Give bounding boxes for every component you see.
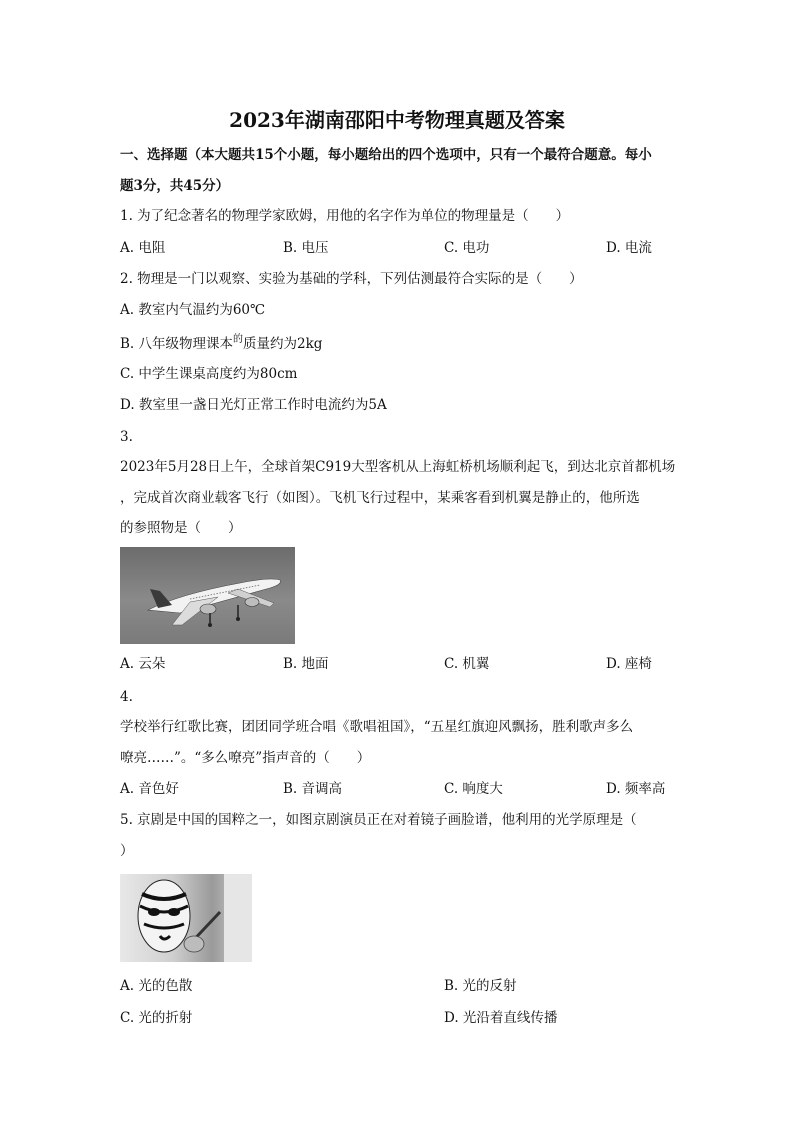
q1-stem: 1. 为了纪念著名的物理学家欧姆，用他的名字作为单位的物理量是（ ） [120, 208, 570, 224]
q4-number: 4. [120, 689, 133, 705]
opera-mask-photo [120, 874, 252, 962]
q4-option-a: A. 音色好 [120, 781, 179, 797]
q2-option-a: A. 教室内气温约为60℃ [120, 302, 266, 318]
q3-option-a: A. 云朵 [120, 656, 166, 672]
q5-line1: 5. 京剧是中国的国粹之一，如图京剧演员正在对着镜子画脸谱，他利用的光学原理是（ [120, 812, 637, 828]
airplane-photo [120, 547, 295, 644]
q3-option-d: D. 座椅 [606, 656, 652, 672]
q3-option-b: B. 地面 [283, 656, 329, 672]
q2-stem: 2. 物理是一门以观察、实验为基础的学科，下列估测最符合实际的是（ ） [120, 271, 583, 287]
q3-line3: 的参照物是（ ） [120, 520, 242, 536]
q1-option-b: B. 电压 [283, 240, 329, 256]
q3-number: 3. [120, 429, 133, 445]
q5-option-d: D. 光沿着直线传播 [444, 1010, 558, 1026]
q2-option-b-pre: B. 八年级物理课本 [120, 336, 234, 352]
q2-option-d: D. 教室里一盏日光灯正常工作时电流约为5A [120, 397, 387, 413]
airplane-illustration [120, 547, 295, 644]
q4-line1: 学校举行红歌比赛，团团同学班合唱《歌唱祖国》，“五星红旗迎风飘扬，胜利歌声多么 [120, 719, 634, 735]
section-heading-line1: 一、选择题（本大题共15个小题，每小题给出的四个选项中，只有一个最符合题意。每小 [120, 147, 652, 163]
q3-option-c: C. 机翼 [444, 656, 490, 672]
q5-option-c: C. 光的折射 [120, 1010, 193, 1026]
opera-mask-illustration [120, 874, 252, 962]
q2-option-b [120, 335, 322, 355]
q2-option-c: C. 中学生课桌高度约为80cm [120, 366, 298, 382]
q5-option-a: A. 光的色散 [120, 978, 193, 994]
q4-line2: 嘹亮……”。“多么嘹亮”指声音的（ ） [120, 750, 371, 766]
q3-line2: ，完成首次商业载客飞行（如图）。飞机飞行过程中，某乘客看到机翼是静止的，他所选 [120, 490, 640, 506]
q5-option-b: B. 光的反射 [444, 978, 517, 994]
q3-line1: 2023年5月28日上午，全球首架C919大型客机从上海虹桥机场顺利起飞，到达北京首都机场 [120, 459, 676, 475]
q1-option-a: A. 电阻 [120, 240, 166, 256]
q1-option-d: D. 电流 [606, 240, 652, 256]
q5-line2: ） [120, 843, 134, 859]
page-title: 2023年湖南邵阳中考物理真题及答案 [229, 108, 565, 132]
q2-option-b-sup: 的 [233, 334, 244, 345]
q1-option-c: C. 电功 [444, 240, 490, 256]
q4-option-d: D. 频率高 [606, 781, 666, 797]
q2-option-b-post: 质量约为2kg [243, 336, 323, 352]
q4-option-c: C. 响度大 [444, 781, 503, 797]
section-heading-line2: 题3分，共45分） [120, 178, 230, 194]
q4-option-b: B. 音调高 [283, 781, 343, 797]
